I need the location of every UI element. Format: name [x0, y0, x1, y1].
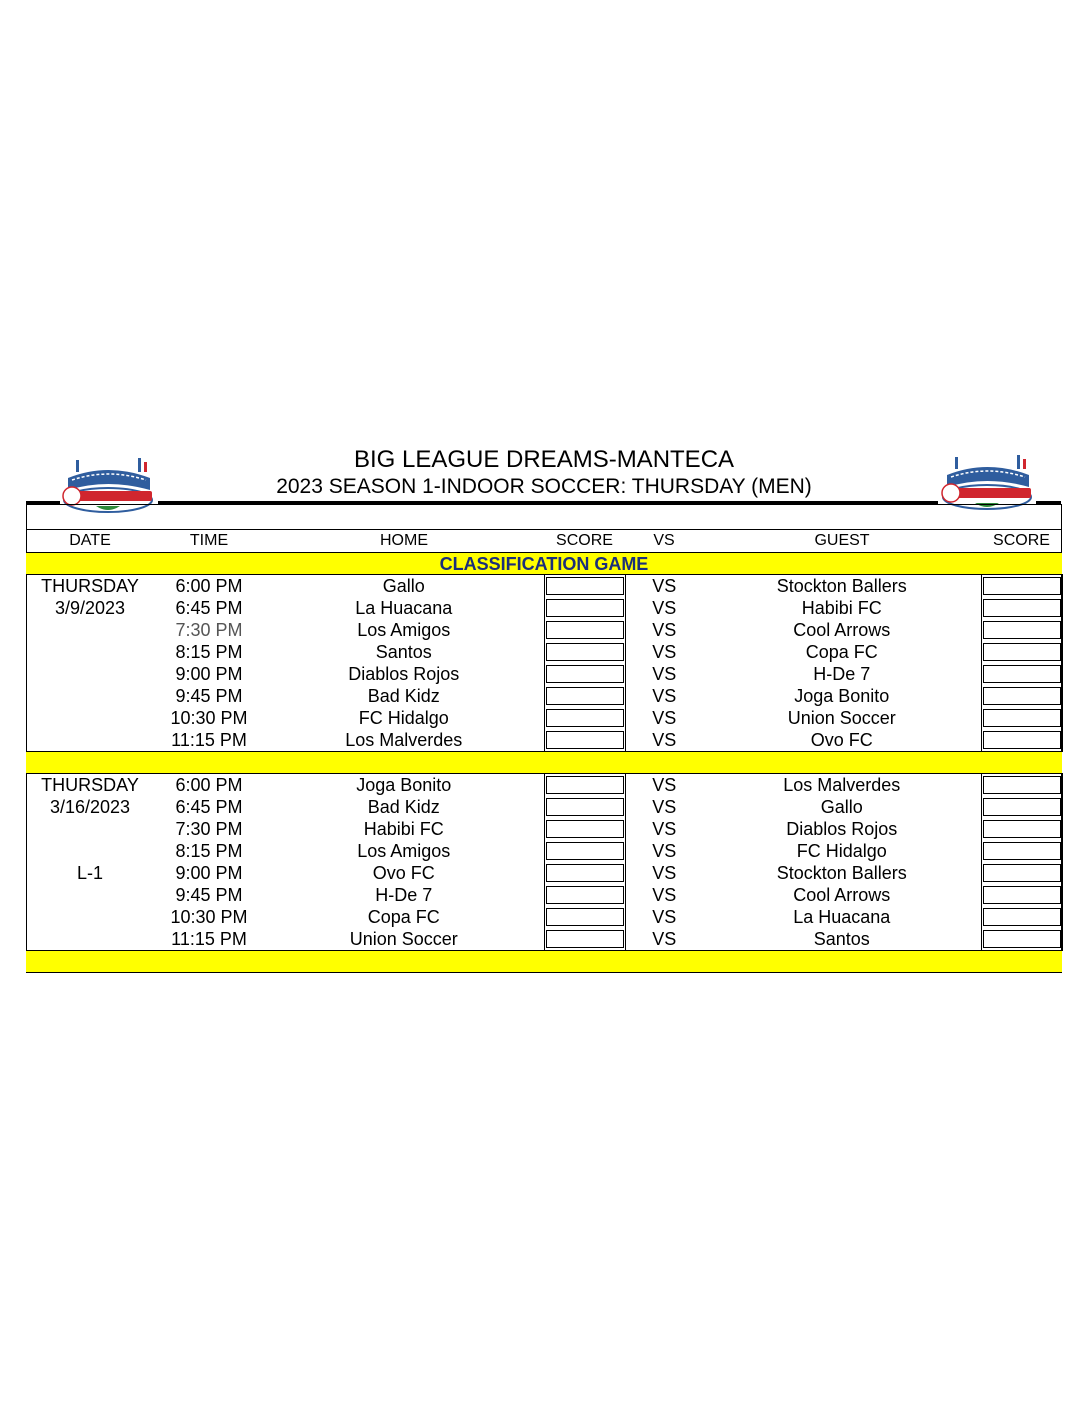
game-row: [26, 884, 1062, 906]
home-team: Habibi FC: [363, 819, 444, 839]
band-title: CLASSIFICATION GAME: [26, 553, 1062, 575]
guest-team: La Huacana: [793, 907, 891, 927]
guest-score-field[interactable]: [983, 731, 1061, 749]
game-time: 7:30 PM: [175, 620, 243, 640]
game-time: 6:00 PM: [175, 576, 243, 596]
game-row: [26, 906, 1062, 928]
guest-team: Cool Arrows: [793, 885, 891, 905]
home-team: Gallo: [382, 576, 425, 596]
date-label: 3/9/2023: [54, 598, 126, 618]
guest-score-box[interactable]: [981, 774, 1062, 797]
home-score-field[interactable]: [546, 930, 624, 948]
home-score-field[interactable]: [546, 908, 624, 926]
guest-score-box[interactable]: [981, 597, 1062, 619]
guest-score-field[interactable]: [983, 776, 1061, 794]
home-team: Joga Bonito: [356, 775, 452, 795]
game-time: 8:15 PM: [175, 642, 243, 662]
home-score-box[interactable]: [544, 619, 625, 641]
page-subtitle: 2023 SEASON 1-INDOOR SOCCER: THURSDAY (MEN): [276, 475, 812, 498]
guest-team: FC Hidalgo: [796, 841, 887, 861]
game-row: [26, 619, 1062, 641]
vs-label: VS: [652, 642, 677, 662]
home-team: Diablos Rojos: [348, 664, 460, 684]
home-score-field[interactable]: [546, 665, 624, 683]
home-score-field[interactable]: [546, 687, 624, 705]
game-time: 8:15 PM: [175, 841, 243, 861]
header-rule-left: [26, 501, 60, 504]
home-score-box[interactable]: [544, 884, 625, 906]
game-time: 11:15 PM: [154, 928, 264, 951]
home-score-box[interactable]: [544, 818, 625, 840]
home-team: Bad Kidz: [367, 686, 440, 706]
home-score-box[interactable]: [544, 575, 625, 598]
home-score-field[interactable]: [546, 599, 624, 617]
home-score-field[interactable]: [546, 731, 624, 749]
vs-label: VS: [625, 928, 703, 951]
home-team: Ovo FC: [372, 863, 435, 883]
vs-label: VS: [652, 576, 677, 596]
home-team: Los Amigos: [357, 841, 451, 861]
home-score-box[interactable]: [544, 906, 625, 928]
guest-score-box[interactable]: [981, 729, 1062, 752]
guest-score-field[interactable]: [983, 842, 1061, 860]
guest-score-box[interactable]: [981, 796, 1062, 818]
guest-score-box[interactable]: [981, 840, 1062, 862]
column-header-home: HOME: [264, 530, 544, 553]
game-row: [26, 928, 1062, 951]
column-header-guest: GUEST: [703, 530, 981, 553]
game-row: [26, 575, 1062, 598]
guest-score-field[interactable]: [983, 665, 1061, 683]
game-time: 9:45 PM: [175, 885, 243, 905]
guest-score-field[interactable]: [983, 621, 1061, 639]
game-time: 10:30 PM: [170, 907, 248, 927]
guest-team: Habibi FC: [801, 598, 882, 618]
guest-score-field[interactable]: [983, 798, 1061, 816]
column-header-date: DATE: [26, 530, 154, 553]
header-rule-right: [1036, 501, 1061, 504]
date-cell: [26, 641, 154, 663]
game-row: [26, 663, 1062, 685]
home-score-field[interactable]: [546, 577, 624, 595]
vs-label: VS: [652, 885, 677, 905]
guest-score-field[interactable]: [983, 930, 1061, 948]
home-team: Los Malverdes: [264, 729, 544, 752]
game-time: 10:30 PM: [170, 708, 248, 728]
column-header-guest-score: SCORE: [981, 530, 1062, 553]
home-score-box[interactable]: [544, 862, 625, 884]
column-header-time: TIME: [154, 530, 264, 553]
home-score-field[interactable]: [546, 798, 624, 816]
date-cell: [26, 818, 154, 840]
date-label: 3/16/2023: [49, 797, 131, 817]
guest-score-field[interactable]: [983, 643, 1061, 661]
home-team: Bad Kidz: [367, 797, 440, 817]
game-row: [26, 796, 1062, 818]
guest-team: Stockton Ballers: [776, 576, 907, 596]
guest-team: H-De 7: [813, 664, 871, 684]
game-time: 9:45 PM: [175, 686, 243, 706]
stadium-logo-icon: [58, 456, 158, 518]
date-cell: [26, 928, 154, 951]
guest-team: Cool Arrows: [793, 620, 891, 640]
column-header-row: [26, 530, 1062, 553]
separator-band: [26, 752, 1062, 774]
home-score-box[interactable]: [544, 729, 625, 752]
guest-score-box[interactable]: [981, 663, 1062, 685]
date-cell: [26, 906, 154, 928]
game-row: [26, 597, 1062, 619]
home-team: Copa FC: [367, 907, 440, 927]
guest-team: Union Soccer: [787, 708, 896, 728]
guest-score-box[interactable]: [981, 862, 1062, 884]
guest-score-box[interactable]: [981, 619, 1062, 641]
home-score-box[interactable]: [544, 840, 625, 862]
home-score-box[interactable]: [544, 928, 625, 951]
home-score-field[interactable]: [546, 864, 624, 882]
home-team: Santos: [375, 642, 432, 662]
game-time: 9:00 PM: [175, 664, 243, 684]
schedule-table: [26, 529, 1063, 973]
guest-team: Ovo FC: [703, 729, 981, 752]
vs-label: VS: [652, 819, 677, 839]
guest-score-field[interactable]: [983, 864, 1061, 882]
column-header-vs: VS: [625, 530, 703, 553]
home-score-field[interactable]: [546, 643, 624, 661]
guest-score-field[interactable]: [983, 820, 1061, 838]
vs-label: VS: [652, 907, 677, 927]
game-time: 11:15 PM: [154, 729, 264, 752]
guest-score-field[interactable]: [983, 577, 1061, 595]
classification-band: [26, 553, 1062, 575]
guest-score-field[interactable]: [983, 908, 1061, 926]
home-team: La Huacana: [355, 598, 453, 618]
home-score-field[interactable]: [546, 820, 624, 838]
guest-score-box[interactable]: [981, 707, 1062, 729]
separator-band-cell: [26, 752, 1062, 774]
date-cell: [26, 840, 154, 862]
guest-team: Santos: [703, 928, 981, 951]
guest-score-box[interactable]: [981, 575, 1062, 598]
game-time: 6:45 PM: [175, 797, 243, 817]
home-score-field[interactable]: [546, 842, 624, 860]
date-cell: [26, 729, 154, 752]
column-header-home-score: SCORE: [544, 530, 625, 553]
home-team: H-De 7: [375, 885, 433, 905]
home-score-box[interactable]: [544, 597, 625, 619]
home-score-box[interactable]: [544, 774, 625, 797]
footer-band-cell: [26, 951, 1062, 973]
game-time: 9:00 PM: [175, 863, 243, 883]
game-time: 6:45 PM: [175, 598, 243, 618]
guest-team: Gallo: [820, 797, 863, 817]
guest-team: Joga Bonito: [794, 686, 890, 706]
home-team: Union Soccer: [264, 928, 544, 951]
game-row: [26, 641, 1062, 663]
guest-score-field[interactable]: [983, 709, 1061, 727]
game-row: [26, 818, 1062, 840]
date-cell: [26, 884, 154, 906]
date-cell: [26, 707, 154, 729]
home-team: Los Amigos: [357, 620, 451, 640]
vs-label: VS: [652, 620, 677, 640]
date-cell: [26, 685, 154, 707]
home-score-box[interactable]: [544, 641, 625, 663]
guest-score-box[interactable]: [981, 906, 1062, 928]
round-label: L-1: [76, 863, 103, 883]
footer-band: [26, 951, 1062, 973]
guest-score-field[interactable]: [983, 687, 1061, 705]
guest-score-box[interactable]: [981, 685, 1062, 707]
vs-label: VS: [652, 841, 677, 861]
guest-team: Copa FC: [805, 642, 878, 662]
guest-team: Diablos Rojos: [786, 819, 898, 839]
day-label: THURSDAY: [41, 775, 139, 795]
home-score-field[interactable]: [546, 709, 624, 727]
game-row: [26, 840, 1062, 862]
game-row: [26, 707, 1062, 729]
home-score-field[interactable]: [546, 776, 624, 794]
day-label: THURSDAY: [41, 576, 139, 596]
guest-score-field[interactable]: [983, 599, 1061, 617]
guest-score-field[interactable]: [983, 886, 1061, 904]
home-team: FC Hidalgo: [358, 708, 449, 728]
game-row: [26, 774, 1062, 797]
home-score-field[interactable]: [546, 621, 624, 639]
home-score-box[interactable]: [544, 663, 625, 685]
game-time: 6:00 PM: [175, 775, 243, 795]
vs-label: VS: [652, 708, 677, 728]
header-rule-middle: [158, 501, 938, 504]
guest-score-box[interactable]: [981, 928, 1062, 951]
vs-label: VS: [625, 729, 703, 752]
vs-label: VS: [652, 664, 677, 684]
date-cell: [26, 663, 154, 685]
home-score-box[interactable]: [544, 685, 625, 707]
vs-label: VS: [652, 775, 677, 795]
vs-label: VS: [652, 598, 677, 618]
game-row: [26, 862, 1062, 884]
guest-team: Stockton Ballers: [776, 863, 907, 883]
guest-score-box[interactable]: [981, 818, 1062, 840]
vs-label: VS: [652, 686, 677, 706]
home-score-box[interactable]: [544, 796, 625, 818]
home-score-box[interactable]: [544, 707, 625, 729]
home-score-field[interactable]: [546, 886, 624, 904]
page-title: BIG LEAGUE DREAMS-MANTECA: [353, 446, 735, 473]
guest-score-box[interactable]: [981, 641, 1062, 663]
vs-label: VS: [652, 863, 677, 883]
game-time: 7:30 PM: [175, 819, 243, 839]
game-row: [26, 685, 1062, 707]
game-row: [26, 729, 1062, 752]
stadium-logo-icon: [937, 453, 1037, 515]
date-cell: [26, 619, 154, 641]
guest-score-box[interactable]: [981, 884, 1062, 906]
vs-label: VS: [652, 797, 677, 817]
guest-team: Los Malverdes: [783, 775, 901, 795]
